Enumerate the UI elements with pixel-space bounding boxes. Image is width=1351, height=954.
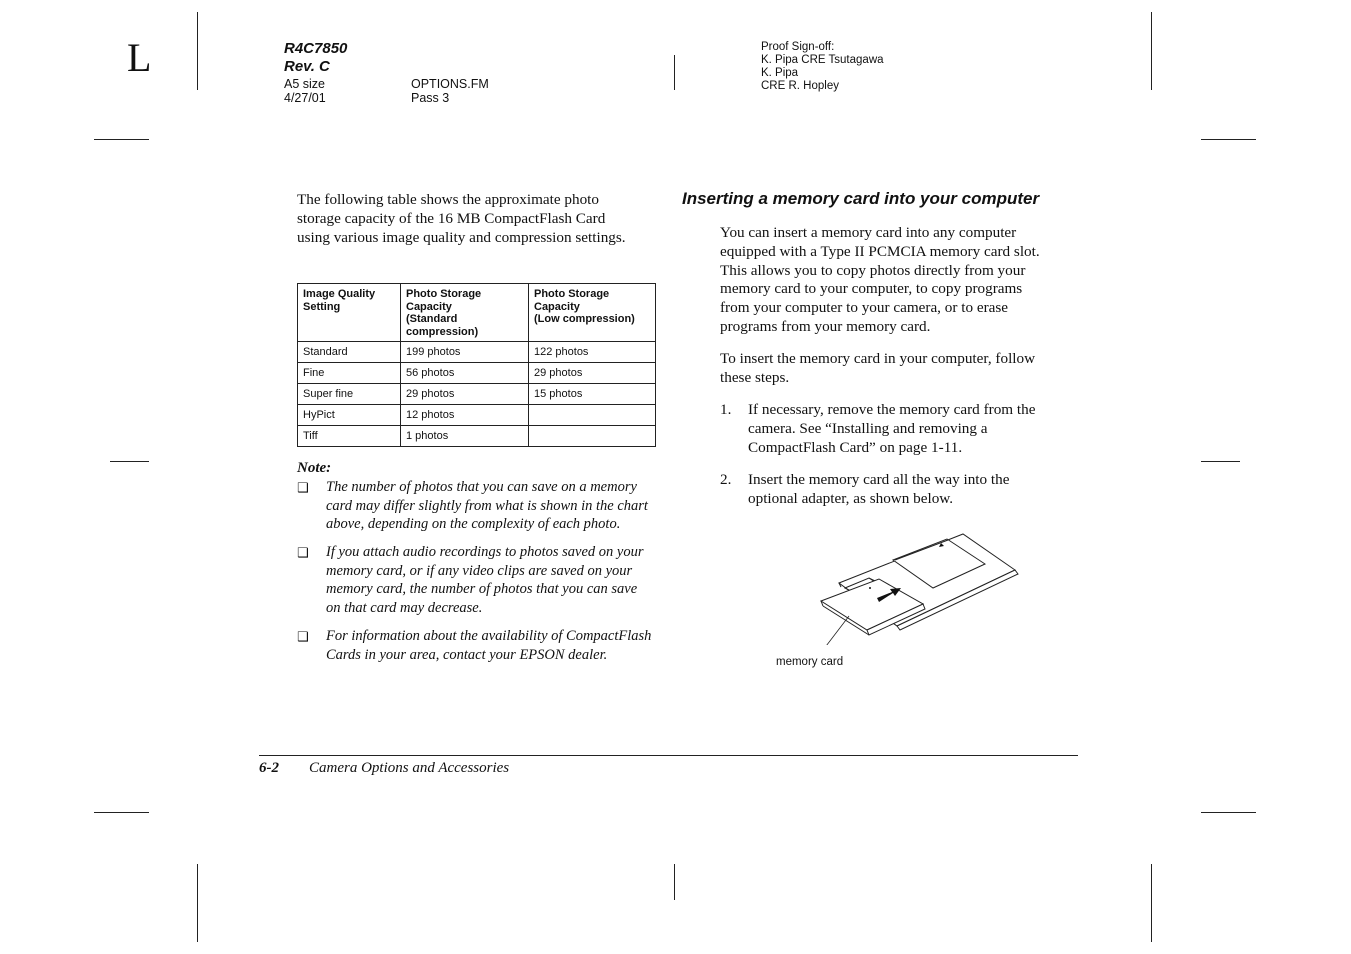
table-row	[298, 342, 656, 363]
table-header-row	[298, 284, 656, 342]
crop-mark	[1151, 864, 1152, 942]
table-cell: Tiff	[298, 426, 401, 447]
table-cell: HyPict	[298, 405, 401, 426]
step-text: Insert the memory card all the way into the optional adapter, as shown below.	[748, 471, 1010, 507]
crop-mark	[110, 461, 149, 462]
step-number: 1.	[720, 401, 732, 418]
proof-line: K. Pipa CRE Tsutagawa	[761, 54, 884, 66]
intro-paragraph: The following table shows the approximate photo storage capacity of the 16 MB CompactFlash Card using various image quality and compression settings.	[297, 191, 626, 246]
checkbox-bullet-icon: ❑	[297, 545, 309, 560]
table-cell: Fine	[298, 363, 401, 384]
step-number: 2.	[720, 471, 732, 488]
crop-mark	[1151, 12, 1152, 90]
proof-line: CRE R. Hopley	[761, 80, 839, 92]
step-text: If necessary, remove the memory card from the camera. See “Installing and removing a CompactFlash Card” on page 1-11.	[748, 401, 1036, 456]
note-label: Note:	[297, 460, 332, 476]
table-cell: 56 photos	[401, 363, 529, 384]
table-cell: Super fine	[298, 384, 401, 405]
table-row	[298, 384, 656, 405]
adapter-illustration	[815, 530, 1025, 645]
steps-intro: To insert the memory card in your computer, follow these steps.	[720, 350, 1036, 386]
crop-mark	[674, 55, 675, 90]
proof-line: Proof Sign-off:	[761, 41, 835, 53]
revision: Rev. C	[284, 58, 330, 75]
footer-rule	[259, 755, 1078, 756]
table-cell: 29 photos	[529, 363, 656, 384]
proof-signoff	[761, 41, 884, 93]
doc-id: R4C7850	[284, 40, 348, 57]
proof-line: K. Pipa	[761, 67, 799, 79]
table-cell: 1 photos	[401, 426, 529, 447]
date: 4/27/01	[284, 91, 326, 105]
note-item: If you attach audio recordings to photos saved on your memory card, or if any video clips are saved on your memory card, the number of photos that you can save on that card may decrease.	[326, 544, 644, 616]
table-cell: 29 photos	[401, 384, 529, 405]
crop-mark	[197, 12, 198, 90]
header-cell: Photo Storage Capacity (Low compression)	[529, 284, 656, 342]
crop-mark	[94, 812, 149, 813]
checkbox-bullet-icon: ❑	[297, 629, 309, 644]
intro-body: You can insert a memory card into any computer equipped with a Type II PCMCIA memory card slot. This allows you to copy photos directly from your memory card to your computer, to copy programs from your computer to your camera, or to erase programs from your memory card.	[720, 224, 1040, 335]
table-row	[298, 363, 656, 384]
figure-label: memory card	[776, 656, 844, 668]
corner-mark: L	[127, 35, 152, 80]
footer-title: Camera Options and Accessories	[309, 760, 510, 776]
table-row	[298, 426, 656, 447]
crop-mark	[1201, 812, 1256, 813]
crop-mark	[94, 139, 149, 140]
crop-mark	[1201, 139, 1256, 140]
header-cell: Photo Storage Capacity (Standard compression)	[401, 284, 529, 342]
crop-mark	[197, 864, 198, 942]
table-cell: 12 photos	[401, 405, 529, 426]
capacity-table	[297, 283, 656, 447]
table-row	[298, 405, 656, 426]
file-name: OPTIONS.FM	[411, 77, 489, 91]
checkbox-bullet-icon: ❑	[297, 480, 309, 495]
table-cell: 122 photos	[529, 342, 656, 363]
header-cell: Image Quality Setting	[298, 284, 401, 342]
note-item: The number of photos that you can save on a memory card may differ slightly from what is shown in the chart above, depending on the complexity of each photo.	[326, 479, 648, 533]
table-cell: Standard	[298, 342, 401, 363]
crop-mark	[1201, 461, 1240, 462]
table-cell	[529, 405, 656, 426]
page-size: A5 size	[284, 77, 325, 91]
note-item: For information about the availability of CompactFlash Cards in your area, contact your EPSON dealer.	[326, 628, 652, 663]
page-number: 6-2	[259, 760, 279, 776]
section-heading: Inserting a memory card into your computer	[682, 189, 1040, 208]
table-cell: 15 photos	[529, 384, 656, 405]
pass: Pass 3	[411, 91, 450, 105]
table-cell	[529, 426, 656, 447]
crop-mark	[674, 864, 675, 900]
table-cell: 199 photos	[401, 342, 529, 363]
